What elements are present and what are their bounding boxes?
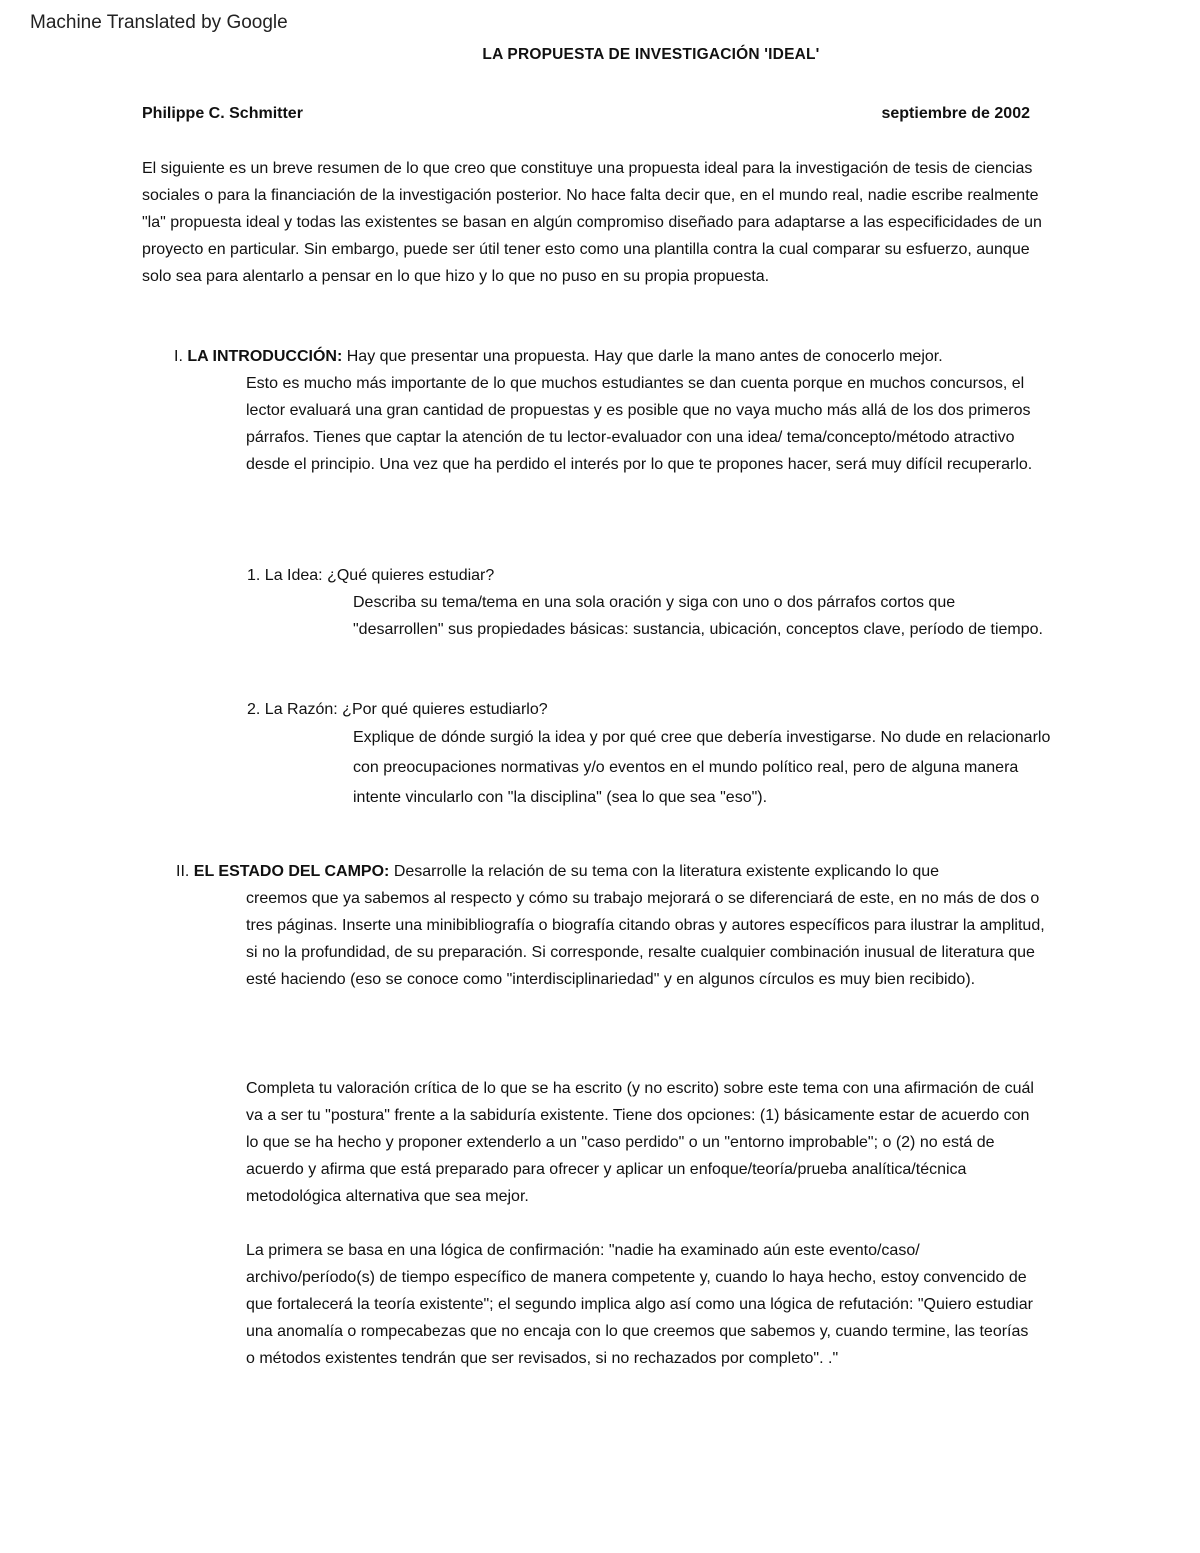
section-2-paragraph-logic: La primera se basa en una lógica de confirmación: "nadie ha examinado aún este evento/caso/ archivo/período(s) de tiempo específico de manera competente y, cuando lo haya hecho, estoy convencido de que fortalecerá la teoría existente"; el segundo implica algo así como una lógica de refutación: "Quiero estudiar una anomalía o rompecabezas que no encaja con lo que creemos que sabemos y, cuando termine, las teorías o métodos existentes tendrán que ser revisados, si no rechazados por completo". ."	[246, 1242, 1033, 1367]
section-1-numeral: I.	[174, 348, 183, 365]
section-2-numeral: II.	[176, 863, 190, 880]
list-item-number: 1.	[247, 567, 261, 584]
author-name: Philippe C. Schmitter	[142, 105, 303, 122]
list-item-number: 2.	[247, 701, 261, 718]
section-2-heading-row	[176, 858, 939, 885]
section-1-body: Esto es mucho más importante de lo que muchos estudiantes se dan cuenta porque en muchos concursos, el lector evaluará una gran cantidad de propuestas y es posible que no vaya mucho más allá de los dos primeros párrafos. Tienes que captar la atención de tu lector-evaluador con una idea/ tema/concepto/método atractivo desde el principio. Una vez que ha perdido el interés por lo que te propones hacer, será muy difícil recuperarlo.	[246, 375, 1033, 473]
list-item-reason-body: Explique de dónde surgió la idea y por qué cree que debería investigarse. No dude en relacionarlo con preocupaciones normativas y/o eventos en el mundo político real, pero de alguna manera intente vincularlo con "la disciplina" (sea lo que sea "eso").	[353, 729, 1051, 806]
section-2-heading: EL ESTADO DEL CAMPO:	[193, 863, 390, 880]
machine-translation-banner: Machine Translated by Google	[30, 12, 288, 33]
section-1-lead: Hay que presentar una propuesta. Hay que darle la mano antes de conocerlo mejor.	[346, 348, 943, 365]
section-1-heading: LA INTRODUCCIÓN:	[187, 348, 343, 365]
section-2-paragraph-stance: Completa tu valoración crítica de lo que se ha escrito (y no escrito) sobre este tema con una afirmación de cuál va a ser tu "postura" frente a la sabiduría existente. Tiene dos opciones: (1) básicamente estar de acuerdo con lo que se ha hecho y proponer extenderlo a un "caso perdido" o un "entorno improbable"; o (2) no está de acuerdo y afirma que está preparado para ofrecer y aplicar un enfoque/teoría/prueba analítica/técnica metodológica alternativa que sea mejor.	[246, 1080, 1034, 1205]
document-date: septiembre de 2002	[881, 105, 1030, 122]
author-date-line	[142, 105, 1030, 123]
document-title: LA PROPUESTA DE INVESTIGACIÓN 'IDEAL'	[482, 46, 820, 63]
list-item-idea-body: Describa su tema/tema en una sola oración y siga con uno o dos párrafos cortos que "desarrollen" sus propiedades básicas: sustancia, ubicación, conceptos clave, período de tiempo.	[353, 594, 1043, 638]
section-2-body: creemos que ya sabemos al respecto y cómo su trabajo mejorará o se diferenciará de este, en no más de dos o tres páginas. Inserte una minibibliografía o biografía citando obras y autores específicos para ilustrar la amplitud, si no la profundidad, de su preparación. Si corresponde, resalte cualquier combinación inusual de literatura que esté haciendo (eso se conoce como "interdisciplinariedad" y en algunos círculos es muy bien recibido).	[246, 890, 1045, 988]
list-item-idea	[247, 562, 494, 589]
intro-paragraph: El siguiente es un breve resumen de lo que creo que constituye una propuesta ideal para la investigación de tesis de ciencias sociales o para la financiación de la investigación posterior. No hace falta decir que, en el mundo real, nadie escribe realmente "la" propuesta ideal y todas las existentes se basan en algún compromiso diseñado para adaptarse a las especificidades de un proyecto en particular. Sin embargo, puede ser útil tener esto como una plantilla contra la cual comparar su esfuerzo, aunque solo sea para alentarlo a pensar en lo que hizo y lo que no puso en su propia propuesta.	[142, 160, 1042, 285]
list-item-label: La Razón: ¿Por qué quieres estudiarlo?	[264, 701, 548, 718]
section-2-lead: Desarrolle la relación de su tema con la literatura existente explicando lo que	[393, 863, 940, 880]
section-1-heading-row	[174, 343, 943, 370]
list-item-label: La Idea: ¿Qué quieres estudiar?	[264, 567, 495, 584]
list-item-reason	[247, 696, 548, 723]
